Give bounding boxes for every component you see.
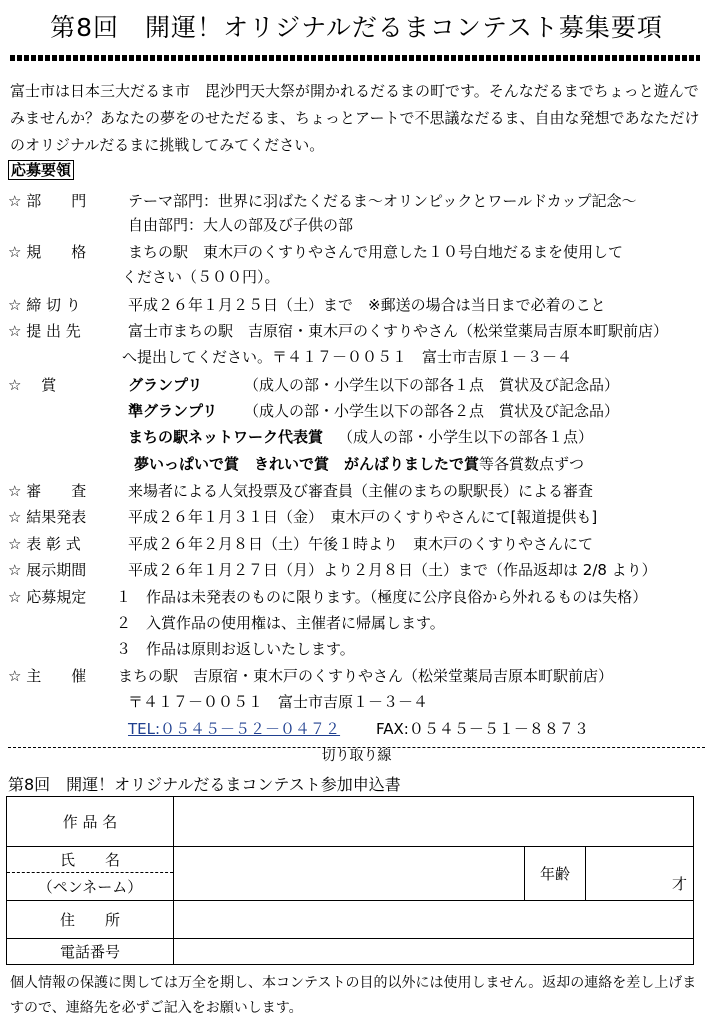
intro-text: 富士市は日本三大だるま市 毘沙門天大祭が開かれるだるまの町です。そんなだるまでちょっと遊んでみませんか？あなたの夢をのせただるま、ちょっとアートで不思議なだるま、自由な発想であなただけのオリジナルだるまに挑戦してみてください。 — [10, 82, 700, 154]
award-jun-grandprix-desc: （成人の部・小学生以下の部各２点 賞状及び記念品） — [244, 402, 620, 420]
label-kekka: ☆ 結果発表 — [8, 508, 87, 526]
cut-line-label: 切り取り線 — [0, 745, 713, 765]
age-unit: 才 — [671, 875, 687, 893]
award-others — [134, 455, 584, 473]
label-teishutsu: ☆ 提 出 先 — [8, 322, 81, 340]
award-jun-grandprix: 準グランプリ — [128, 402, 218, 420]
label-shinsa: ☆ 審 査 — [8, 482, 87, 500]
application-form — [6, 796, 694, 965]
name-label: 氏 名 — [7, 847, 174, 873]
shusai-line-1: まちの駅 吉原宿・東木戸のくすりやさん（松栄堂薬局吉原本町駅前店） — [118, 667, 614, 685]
pen-name-label: （ペンネーム） — [7, 873, 174, 901]
address-field[interactable] — [174, 901, 694, 939]
label-shimekiri: ☆ 締 切 り — [8, 296, 81, 314]
hyosho-text: 平成２６年２月８日（土）午後１時より 東木戸のくすりやさんにて — [128, 535, 594, 553]
kitei-line-1: １ 作品は未発表のものに限ります。（極度に公序良俗から外れるものは失格） — [116, 588, 648, 606]
award-network-desc: （成人の部・小学生以下の部各１点） — [338, 428, 594, 446]
shusai-line-2: 〒４１７－００５１ 富士市吉原１－３－４ — [128, 693, 429, 711]
award-grandprix: グランプリ — [128, 376, 203, 394]
address-label: 住 所 — [7, 901, 174, 939]
work-name-label: 作 品 名 — [7, 797, 174, 847]
form-title: 第8回 開運！オリジナルだるまコンテスト参加申込書 — [8, 775, 401, 794]
teishutsu-line-2: へ提出してください。〒４１７－００５１ 富士市吉原１－３－４ — [122, 348, 573, 366]
label-tenji: ☆ 展示期間 — [8, 561, 87, 579]
privacy-note: 個人情報の保護に関しては万全を期し、本コンテストの目的以外には使用しません。返却の連絡を差し上げますので、連絡先を必ずご記入をお願いします。 — [10, 975, 697, 1016]
kikaku-line-2: ください（５００円）。 — [122, 268, 280, 286]
kitei-line-2: ２ 入賞作品の使用権は、主催者に帰属します。 — [116, 614, 445, 632]
dotted-divider — [10, 55, 700, 61]
section-heading: 応募要領 — [8, 160, 74, 180]
label-shusai: ☆ 主 催 — [8, 667, 87, 685]
award-others-names: 夢いっぱいで賞 きれいで賞 がんばりましたで賞 — [134, 455, 480, 473]
bumon-line-1: テーマ部門：世界に羽ばたくだるま～オリンピックとワールドカップ記念～ — [128, 192, 637, 210]
tenji-text: 平成２６年１月２７日（月）より２月８日（土）まで（作品返却は 2/8 より） — [128, 561, 657, 579]
teishutsu-line-1: 富士市まちの駅 吉原宿・東木戸のくすりやさん（松栄堂薬局吉原本町駅前店） — [128, 322, 669, 340]
label-sho: ☆ 賞 — [8, 376, 57, 394]
label-kitei: ☆ 応募規定 — [8, 588, 87, 606]
age-label: 年齢 — [525, 847, 586, 901]
award-network: まちの駅ネットワーク代表賞 — [128, 428, 324, 446]
award-grandprix-desc: （成人の部・小学生以下の部各１点 賞状及び記念品） — [244, 376, 620, 394]
kekka-text: 平成２６年１月３１日（金） 東木戸のくすりやさんにて[報道提供も] — [128, 508, 598, 526]
tel-link[interactable]: TEL:０５４５－５２－０４７２ — [128, 720, 341, 738]
work-name-field[interactable] — [174, 797, 694, 847]
award-others-suffix: 等各賞数点ずつ — [479, 455, 585, 473]
bumon-line-2: 自由部門：大人の部及び子供の部 — [128, 216, 354, 234]
fax-number: FAX:０５４５－５１－８８７３ — [376, 720, 589, 738]
name-field[interactable] — [174, 847, 525, 901]
label-kikaku: ☆ 規 格 — [8, 243, 87, 261]
phone-label: 電話番号 — [7, 939, 174, 965]
kitei-line-3: ３ 作品は原則お返しいたします。 — [116, 640, 355, 658]
label-bumon: ☆ 部 門 — [8, 192, 87, 210]
kikaku-line-1: まちの駅 東木戸のくすりやさんで用意した１０号白地だるまを使用して — [128, 243, 624, 261]
page-title: 第8回 開運！オリジナルだるまコンテスト募集要項 — [50, 13, 663, 42]
age-field[interactable] — [586, 847, 694, 901]
phone-field[interactable] — [174, 939, 694, 965]
shinsa-text: 来場者による人気投票及び審査員（主催のまちの駅駅長）による審査 — [128, 482, 594, 500]
shimekiri-text: 平成２６年１月２５日（土）まで ※郵送の場合は当日まで必着のこと — [128, 296, 606, 314]
label-hyosho: ☆ 表 彰 式 — [8, 535, 81, 553]
